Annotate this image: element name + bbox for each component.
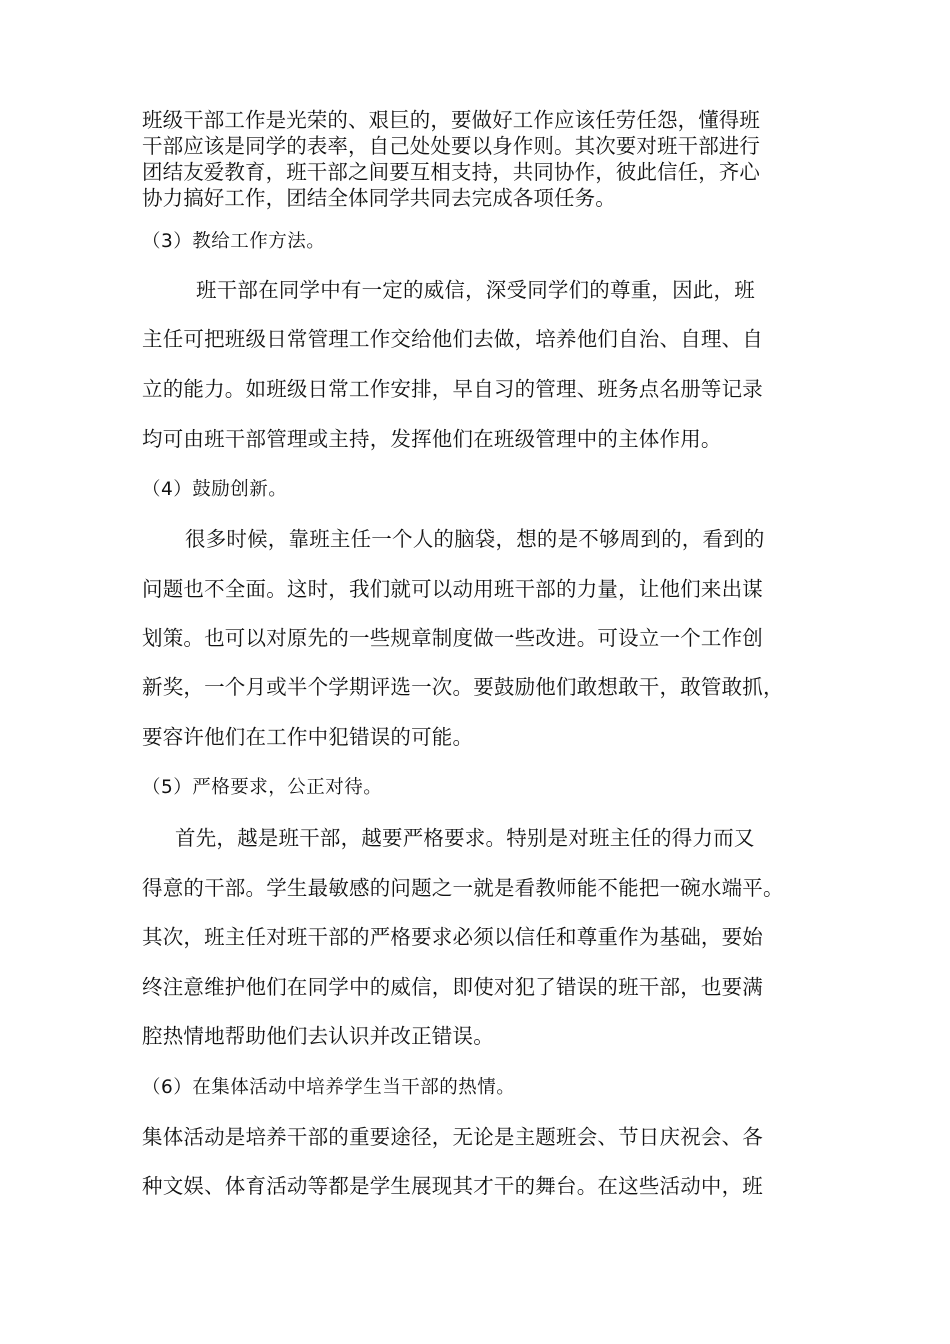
paragraph-first-line: 很多时候，靠班主任一个人的脑袋，想的是不够周到的，看到的 — [185, 527, 765, 551]
section-heading: （5）严格要求，公正对待。 — [142, 777, 383, 798]
paragraph-first-line: 首先，越是班干部，越要严格要求。特别是对班主任的得力而又 — [175, 826, 755, 850]
section-heading: （6）在集体活动中培养学生当干部的热情。 — [142, 1077, 516, 1098]
text-line: 立的能力。如班级日常工作安排，早自习的管理、班务点名册等记录 — [142, 377, 763, 401]
text-line: 得意的干部。学生最敏感的问题之一就是看教师能不能把一碗水端平。 — [142, 876, 784, 900]
text-line: 集体活动是培养干部的重要途径，无论是主题班会、节日庆祝会、各 — [142, 1125, 763, 1149]
text-line: 团结友爱教育，班干部之间要互相支持，共同协作，彼此信任，齐心 — [142, 160, 760, 184]
paragraph-first-line: 班干部在同学中有一定的威信，深受同学们的尊重，因此，班 — [196, 278, 755, 302]
text-line: 要容许他们在工作中犯错误的可能。 — [142, 725, 474, 749]
text-line: 种文娱、体育活动等都是学生展现其才干的舞台。在这些活动中，班 — [142, 1174, 763, 1198]
text-line: 腔热情地帮助他们去认识并改正错误。 — [142, 1024, 494, 1048]
text-line: 主任可把班级日常管理工作交给他们去做，培养他们自治、自理、自 — [142, 327, 763, 351]
text-line: 划策。也可以对原先的一些规章制度做一些改进。可设立一个工作创 — [142, 626, 763, 650]
text-line: 均可由班干部管理或主持，发挥他们在班级管理中的主体作用。 — [142, 427, 722, 451]
text-line: 干部应该是同学的表率，自己处处要以身作则。其次要对班干部进行 — [142, 134, 760, 158]
section-heading: （4）鼓励创新。 — [142, 479, 288, 500]
text-line: 班级干部工作是光荣的、艰巨的，要做好工作应该任劳任怨，懂得班 — [142, 108, 760, 132]
section-heading: （3）教给工作方法。 — [142, 231, 326, 252]
text-line: 协力搞好工作，团结全体同学共同去完成各项任务。 — [142, 186, 616, 210]
text-line: 新奖，一个月或半个学期评选一次。要鼓励他们敢想敢干，敢管敢抓， — [142, 675, 784, 699]
text-line: 终注意维护他们在同学中的威信，即使对犯了错误的班干部，也要满 — [142, 975, 763, 999]
text-line: 其次，班主任对班干部的严格要求必须以信任和尊重作为基础，要始 — [142, 925, 763, 949]
text-line: 问题也不全面。这时，我们就可以动用班干部的力量，让他们来出谋 — [142, 577, 763, 601]
